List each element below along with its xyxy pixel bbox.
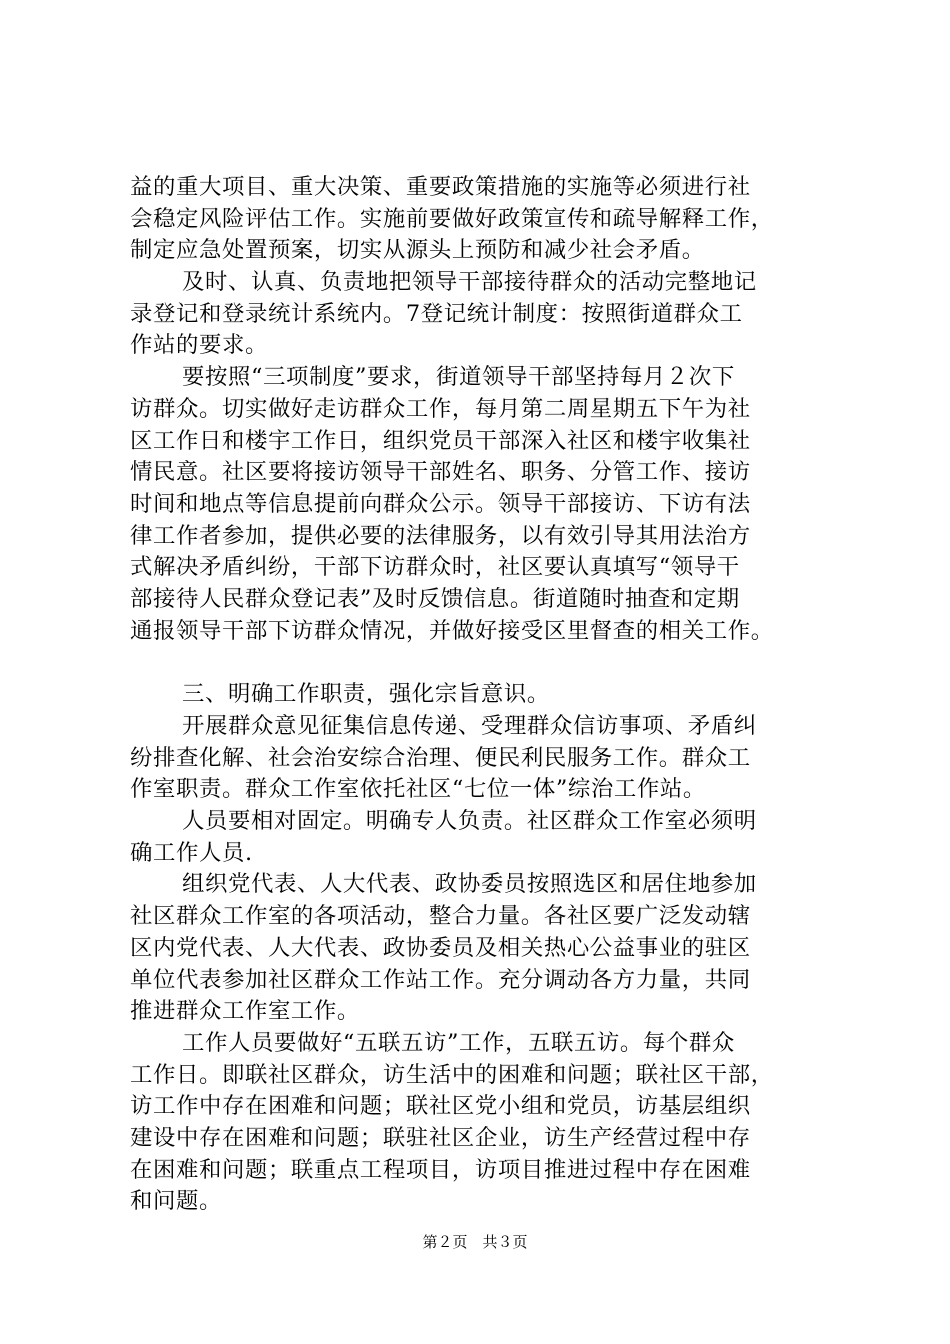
text-line: 录登记和登录统计系统内。7登记统计制度：按照街道群众工 [130, 300, 743, 327]
text-line: 作室职责。群众工作室依托社区“七位一体”综治工作站。 [130, 776, 706, 803]
section-heading: 三、明确工作职责，强化宗旨意识。 [182, 681, 550, 708]
text-line: 在困难和问题；联重点工程项目，访项目推进过程中存在困难 [130, 1156, 751, 1183]
text-line: 访工作中存在困难和问题；联社区党小组和党员，访基层组织 [130, 1093, 751, 1120]
text-line: 益的重大项目、重大决策、重要政策措施的实施等必须进行社 [130, 174, 751, 200]
text-line: 部接待人民群众登记表”及时反馈信息。街道随时抽查和定期 [130, 585, 740, 612]
text-line: 工作日。即联社区群众，访生活中的困难和问题；联社区干部， [130, 1061, 774, 1088]
text-line: 情民意。社区要将接访领导干部姓名、职务、分管工作、接访 [130, 459, 751, 486]
paragraph-gap [130, 647, 830, 679]
text-line: 确工作人员. [130, 839, 253, 866]
paragraph-first-line: 及时、认真、负责地把领导干部接待群众的活动完整地记 [182, 269, 757, 296]
text-line: 会稳定风险评估工作。实施前要做好政策宣传和疏导解释工作， [130, 205, 774, 232]
page-number-footer: 第２页 共３页 [422, 1233, 528, 1251]
text-line: 通报领导干部下访群众情况，并做好接受区里督查的相关工作。 [130, 617, 774, 644]
text-line: 单位代表参加社区群众工作站工作。充分调动各方力量，共同 [130, 966, 751, 993]
text-line: 时间和地点等信息提前向群众公示。领导干部接访、下访有法 [130, 490, 751, 517]
text-line: 和问题。 [130, 1188, 222, 1215]
text-line: 纷排查化解、社会治安综合治理、便民利民服务工作。群众工 [130, 744, 751, 771]
text-line: 区工作日和楼宇工作日，组织党员干部深入社区和楼宇收集社 [130, 427, 751, 454]
text-line: 制定应急处置预案，切实从源头上预防和减少社会矛盾。 [130, 237, 705, 264]
text-line: 建设中存在困难和问题；联驻社区企业，访生产经营过程中存 [130, 1124, 751, 1151]
text-line: 式解决矛盾纠纷，干部下访群众时，社区要认真填写“领导干 [130, 554, 740, 581]
paragraph-first-line: 人员要相对固定。明确专人负责。社区群众工作室必须明 [182, 808, 757, 835]
text-line: 社区群众工作室的各项活动，整合力量。各社区要广泛发动辖 [130, 903, 751, 930]
paragraph-first-line: 组织党代表、人大代表、政协委员按照选区和居住地参加 [182, 871, 757, 898]
paragraph-first-line: 要按照“三项制度”要求，街道领导干部坚持每月２次下 [182, 364, 735, 391]
text-line: 推进群众工作室工作。 [130, 998, 360, 1025]
text-line: 访群众。切实做好走访群众工作，每月第二周星期五下午为社 [130, 395, 751, 422]
paragraph-first-line: 工作人员要做好“五联五访”工作，五联五访。每个群众 [182, 1029, 735, 1056]
text-line: 律工作者参加，提供必要的法律服务，以有效引导其用法治方 [130, 522, 751, 549]
body-text [130, 172, 830, 1218]
text-line: 作站的要求。 [130, 332, 268, 359]
paragraph-first-line: 开展群众意见征集信息传递、受理群众信访事项、矛盾纠 [182, 713, 757, 739]
text-line: 区内党代表、人大代表、政协委员及相关热心公益事业的驻区 [130, 934, 751, 961]
